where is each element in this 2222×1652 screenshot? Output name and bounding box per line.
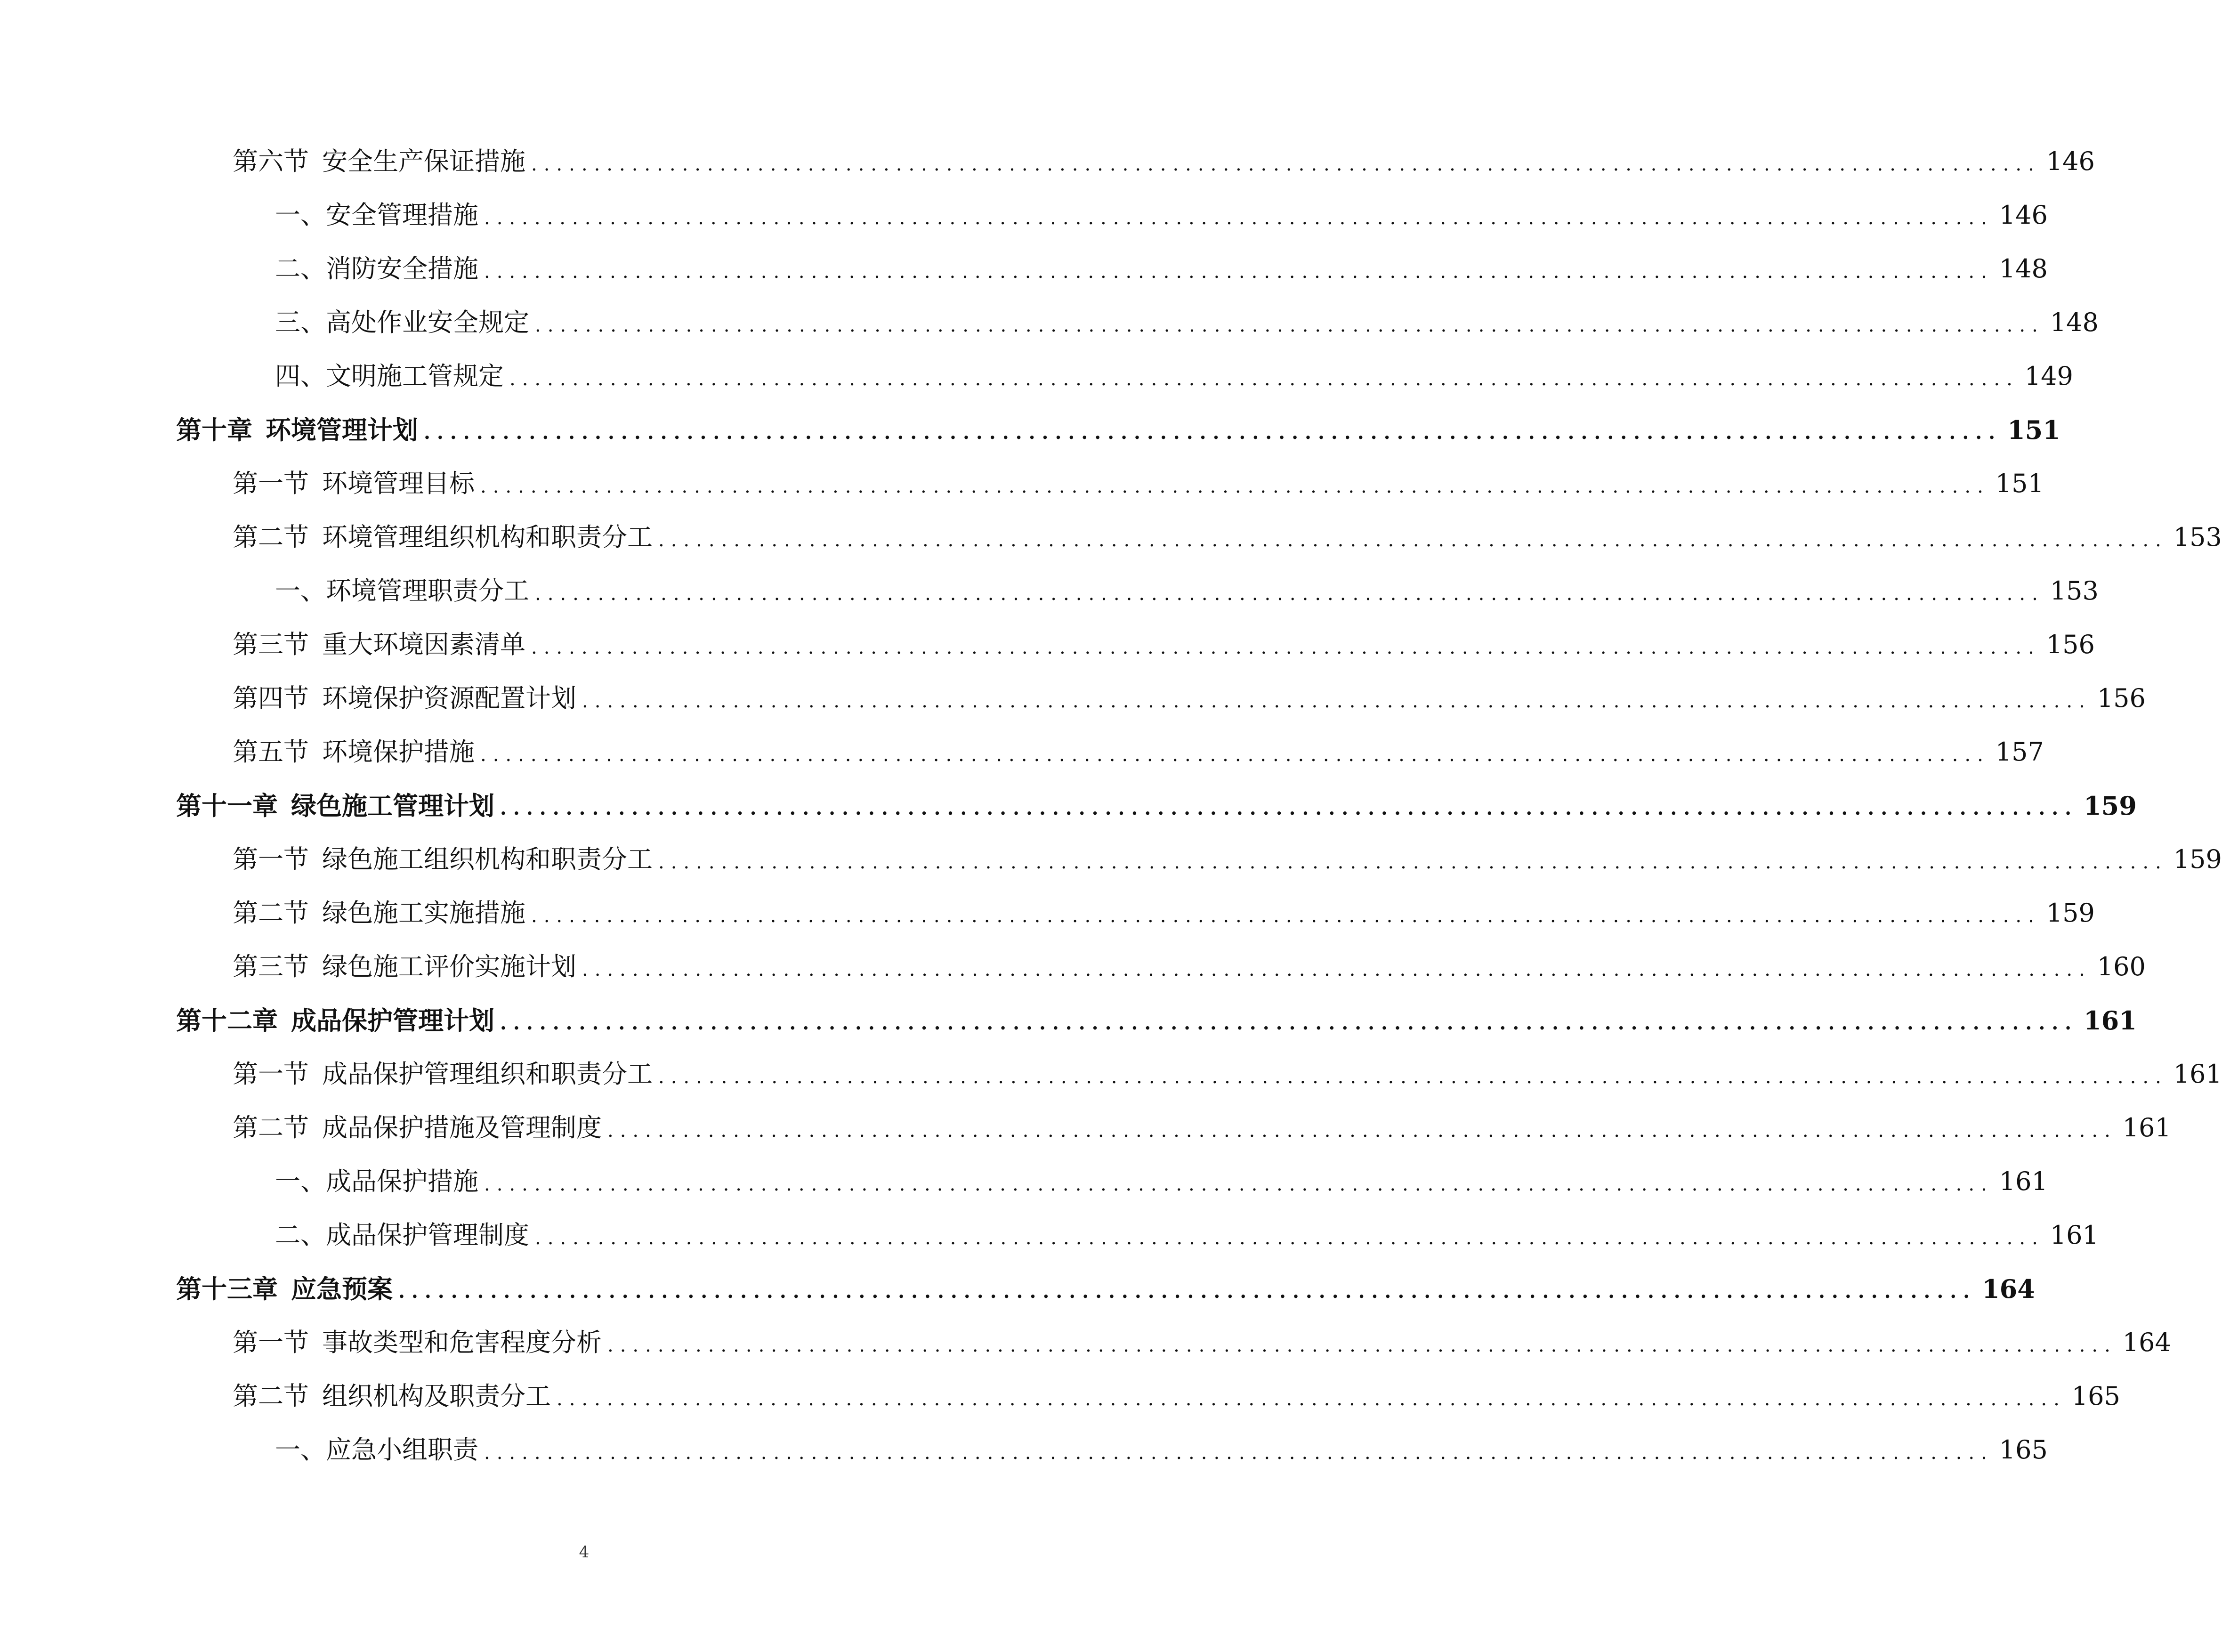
toc-entry[interactable] xyxy=(0,457,2044,510)
toc-entry-page: 165 xyxy=(2071,1381,2120,1411)
toc-entry-label xyxy=(176,791,494,821)
toc-entry-number: 第二节 xyxy=(233,898,309,928)
toc-entry[interactable] xyxy=(0,242,2048,296)
toc-entry-title: 重大环境因素清单 xyxy=(322,630,525,659)
toc-entry[interactable] xyxy=(0,994,2137,1047)
table-of-contents xyxy=(0,135,2222,1477)
toc-entry-page: 161 xyxy=(2050,1220,2099,1250)
toc-entry-label xyxy=(233,954,576,980)
toc-leader-dots: ........................................................................................................................ xyxy=(557,1388,2066,1410)
toc-entry[interactable] xyxy=(0,886,2095,940)
toc-entry-title: 应急预案 xyxy=(291,1274,393,1304)
toc-entry-page: 161 xyxy=(2173,1059,2222,1089)
toc-entry-page: 146 xyxy=(1999,200,2048,230)
toc-entry[interactable] xyxy=(0,779,2137,833)
toc-entry[interactable] xyxy=(0,940,2146,994)
toc-entry-number: 第十一章 xyxy=(176,791,278,821)
toc-entry-page: 151 xyxy=(1995,469,2044,498)
toc-entry[interactable] xyxy=(0,833,2222,886)
toc-entry-label xyxy=(233,739,475,765)
toc-leader-dots: ........................................................................................................................ xyxy=(484,1174,1994,1195)
toc-entry-title: 二、成品保护管理制度 xyxy=(275,1220,529,1250)
toc-entry-label xyxy=(275,310,529,335)
toc-entry-label xyxy=(233,471,475,496)
toc-entry-label xyxy=(275,361,504,391)
toc-entry[interactable] xyxy=(0,618,2095,672)
toc-entry[interactable] xyxy=(0,296,2099,349)
toc-entry-number: 第三节 xyxy=(233,630,309,659)
toc-entry-title: 三、高处作业安全规定 xyxy=(275,308,529,337)
toc-entry-title: 成品保护管理计划 xyxy=(291,1005,494,1036)
toc-entry-page: 151 xyxy=(2007,415,2060,445)
toc-leader-dots: ........................................................................................................................ xyxy=(535,315,2044,336)
toc-entry-page: 161 xyxy=(2084,1005,2137,1036)
toc-entry-number: 第五节 xyxy=(233,737,309,767)
toc-entry-page: 159 xyxy=(2173,844,2222,874)
toc-leader-dots: ........................................................................................................................ xyxy=(500,1012,2078,1034)
toc-entry-page: 157 xyxy=(1995,737,2044,767)
toc-entry-title: 环境管理计划 xyxy=(266,415,418,445)
toc-entry-page: 164 xyxy=(2122,1328,2171,1357)
toc-entry[interactable] xyxy=(0,1369,2120,1423)
toc-entry-number: 第一节 xyxy=(233,1059,309,1089)
toc-entry-label xyxy=(176,1276,393,1302)
toc-entry-title: 一、安全管理措施 xyxy=(275,200,478,230)
toc-entry[interactable] xyxy=(0,188,2048,242)
toc-entry-number: 第六节 xyxy=(233,146,309,176)
toc-entry-title: 一、环境管理职责分工 xyxy=(275,576,529,606)
toc-leader-dots: ........................................................................................................................ xyxy=(509,368,2019,390)
toc-entry-page: 153 xyxy=(2050,576,2099,606)
toc-entry-page: 146 xyxy=(2046,146,2095,176)
toc-entry-title: 组织机构及职责分工 xyxy=(322,1381,551,1411)
toc-entry-title: 成品保护管理组织和职责分工 xyxy=(322,1059,653,1089)
toc-entry-page: 156 xyxy=(2046,630,2095,659)
toc-entry-label xyxy=(275,578,529,604)
toc-entry-page: 160 xyxy=(2097,952,2146,981)
toc-entry[interactable] xyxy=(0,1101,2171,1155)
toc-entry[interactable] xyxy=(0,672,2146,725)
toc-entry-label xyxy=(233,1061,653,1087)
toc-entry-page: 148 xyxy=(1999,254,2048,283)
toc-entry-label xyxy=(233,1330,602,1355)
toc-leader-dots: ........................................................................................................................ xyxy=(582,959,2092,980)
toc-leader-dots: ........................................................................................................................ xyxy=(607,1335,2117,1356)
toc-entry[interactable] xyxy=(0,1155,2048,1208)
toc-leader-dots: ........................................................................................................................ xyxy=(535,1227,2044,1249)
toc-entry-number: 第四节 xyxy=(233,683,309,713)
toc-entry[interactable] xyxy=(0,1208,2099,1262)
toc-entry-page: 156 xyxy=(2097,683,2146,713)
toc-entry[interactable] xyxy=(0,510,2222,564)
toc-entry-number: 第一节 xyxy=(233,844,309,874)
toc-entry-title: 安全生产保证措施 xyxy=(322,146,525,176)
toc-leader-dots: ........................................................................................................................ xyxy=(535,583,2044,605)
toc-entry[interactable] xyxy=(0,1047,2222,1101)
toc-entry-page: 159 xyxy=(2046,898,2095,928)
toc-entry-label xyxy=(233,632,525,657)
toc-entry-number: 第十二章 xyxy=(176,1005,278,1036)
toc-entry-page: 161 xyxy=(1999,1166,2048,1196)
toc-entry-page: 161 xyxy=(2122,1113,2171,1142)
toc-entry-label xyxy=(176,417,418,443)
toc-entry-label xyxy=(275,256,478,282)
toc-entry-title: 绿色施工管理计划 xyxy=(291,791,494,821)
toc-leader-dots: ........................................................................................................................ xyxy=(531,637,2041,658)
toc-leader-dots: ........................................................................................................................ xyxy=(484,1442,1994,1464)
toc-entry-number: 第三节 xyxy=(233,952,309,981)
toc-leader-dots: ........................................................................................................................ xyxy=(658,1066,2168,1088)
page-number: 4 xyxy=(579,1543,590,1562)
toc-entry-title: 一、成品保护措施 xyxy=(275,1166,478,1196)
toc-entry[interactable] xyxy=(0,1262,2035,1316)
toc-entry[interactable] xyxy=(0,564,2099,618)
toc-entry-label xyxy=(233,683,576,713)
toc-entry-number: 第十三章 xyxy=(176,1274,278,1304)
toc-leader-dots: ........................................................................................................................ xyxy=(398,1280,1977,1303)
toc-entry-title: 绿色施工实施措施 xyxy=(322,898,525,928)
toc-entry-number: 第一节 xyxy=(233,1328,309,1357)
toc-entry-page: 164 xyxy=(1982,1274,2035,1304)
toc-entry-title: 一、应急小组职责 xyxy=(275,1435,478,1465)
toc-entry-number: 第十章 xyxy=(176,415,252,445)
toc-leader-dots: ........................................................................................................................ xyxy=(480,744,1990,766)
toc-leader-dots: ........................................................................................................................ xyxy=(658,529,2168,551)
toc-entry-number: 第一节 xyxy=(233,469,309,498)
toc-leader-dots: ........................................................................................................................ xyxy=(607,1120,2117,1142)
toc-leader-dots: ........................................................................................................................ xyxy=(484,261,1994,283)
toc-entry-label xyxy=(233,522,653,552)
toc-entry-title: 绿色施工组织机构和职责分工 xyxy=(322,844,653,874)
toc-entry-label xyxy=(275,1220,529,1250)
toc-entry-label xyxy=(233,146,525,176)
toc-entry-number: 第二节 xyxy=(233,1381,309,1411)
toc-entry[interactable] xyxy=(0,1423,2048,1477)
toc-entry-label xyxy=(176,1005,494,1036)
toc-entry[interactable] xyxy=(0,725,2044,779)
toc-entry-label xyxy=(275,202,478,228)
toc-entry-page: 149 xyxy=(2024,361,2073,391)
toc-entry-title: 四、文明施工管规定 xyxy=(275,361,504,391)
toc-entry-title: 成品保护措施及管理制度 xyxy=(322,1113,602,1142)
toc-leader-dots: ........................................................................................................................ xyxy=(658,851,2168,873)
toc-entry-page: 148 xyxy=(2050,308,2099,337)
toc-entry-label xyxy=(275,1437,478,1463)
toc-entry-title: 事故类型和危害程度分析 xyxy=(322,1328,602,1357)
toc-entry-title: 二、消防安全措施 xyxy=(275,254,478,283)
toc-entry-title: 环境保护措施 xyxy=(322,737,475,767)
toc-entry-page: 165 xyxy=(1999,1435,2048,1465)
toc-entry-page: 159 xyxy=(2084,791,2137,821)
toc-entry-title: 绿色施工评价实施计划 xyxy=(322,952,576,981)
toc-entry[interactable] xyxy=(0,403,2060,457)
toc-entry-number: 第二节 xyxy=(233,522,309,552)
toc-leader-dots: ........................................................................................................................ xyxy=(582,690,2092,712)
toc-entry-label xyxy=(233,1381,551,1411)
toc-leader-dots: ........................................................................................................................ xyxy=(424,421,2002,444)
toc-entry-label xyxy=(233,1115,602,1141)
toc-entry-label xyxy=(233,844,653,874)
toc-entry[interactable] xyxy=(0,349,2073,403)
toc-entry-label xyxy=(233,900,525,926)
toc-leader-dots: ........................................................................................................................ xyxy=(531,154,2041,175)
toc-entry-title: 环境保护资源配置计划 xyxy=(322,683,576,713)
toc-entry-page: 153 xyxy=(2173,522,2222,552)
toc-entry-label xyxy=(275,1166,478,1196)
toc-entry[interactable] xyxy=(0,135,2095,188)
toc-entry-title: 环境管理目标 xyxy=(322,469,475,498)
toc-leader-dots: ........................................................................................................................ xyxy=(500,797,2078,819)
toc-leader-dots: ........................................................................................................................ xyxy=(480,476,1990,497)
toc-leader-dots: ........................................................................................................................ xyxy=(484,207,1994,229)
toc-entry[interactable] xyxy=(0,1316,2171,1369)
toc-leader-dots: ........................................................................................................................ xyxy=(531,905,2041,927)
toc-entry-number: 第二节 xyxy=(233,1113,309,1142)
toc-entry-title: 环境管理组织机构和职责分工 xyxy=(322,522,653,552)
